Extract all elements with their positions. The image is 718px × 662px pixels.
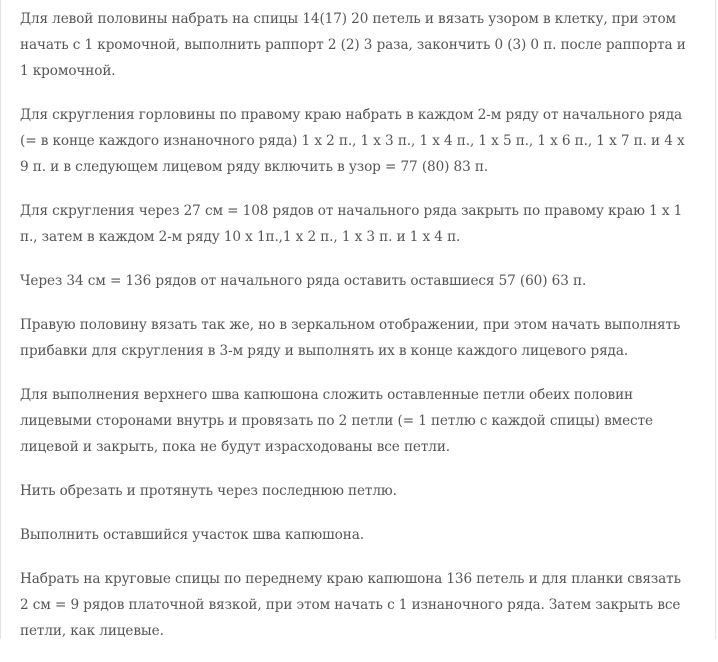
paragraph-right-half: Правую половину вязать так же, но в зеркальном отображении, при этом начать выполнять прибавки для скругления в 3-м ряду и выполнять их в конце каждого лицевого ряда.	[20, 317, 681, 359]
paragraph-left-half: Для левой половины набрать на спицы 14(17) 20 петель и вязать узором в клетку, при этом начать с 1 кромочной, выполнить раппорт 2 (2) 3 раза, закончить 0 (3) 0 п. после раппорта и 1 кромочной.	[20, 11, 686, 79]
article-body	[20, 6, 692, 662]
paragraph-cut-yarn: Нить обрезать и протянуть через последнюю петлю.	[20, 483, 397, 499]
paragraph-front-band: Набрать на круговые спицы по переднему краю капюшона 136 петель и для планки связать 2 см = 9 рядов платочной вязкой, при этом начать с 1 изнаночного ряда. Затем закрыть все петли, как лицевые.	[20, 571, 681, 639]
paragraph-leave-stitches: Через 34 см = 136 рядов от начального ряда оставить оставшиеся 57 (60) 63 п.	[20, 273, 587, 289]
paragraph-top-seam: Для выполнения верхнего шва капюшона сложить оставленные петли обеих половин лицевыми сторонами внутрь и провязать по 2 петли (= 1 петлю с каждой спицы) вместе лицевой и закрыть, пока не будут израсходованы все петли.	[20, 387, 653, 455]
paragraph-neckline-rounding: Для скругления горловины по правому краю набрать в каждом 2-м ряду от начального ряда (= в конце каждого изнаночного ряда) 1 х 2 п., 1 х 3 п., 1 х 4 п., 1 х 5 п., 1 х 6 п., 1 х 7 п. и 4 х 9 п. и в следующем лицевом ряду включить в узор = 77 (80) 83 п.	[20, 107, 685, 175]
paragraph-rounding-decrease: Для скругления через 27 см = 108 рядов от начального ряда закрыть по правому краю 1 х 1 п., затем в каждом 2-м ряду 10 х 1п.,1 х 2 п., 1 х 3 п. и 1 х 4 п.	[20, 203, 683, 245]
paragraph-remaining-seam: Выполнить оставшийся участок шва капюшона.	[20, 527, 364, 543]
